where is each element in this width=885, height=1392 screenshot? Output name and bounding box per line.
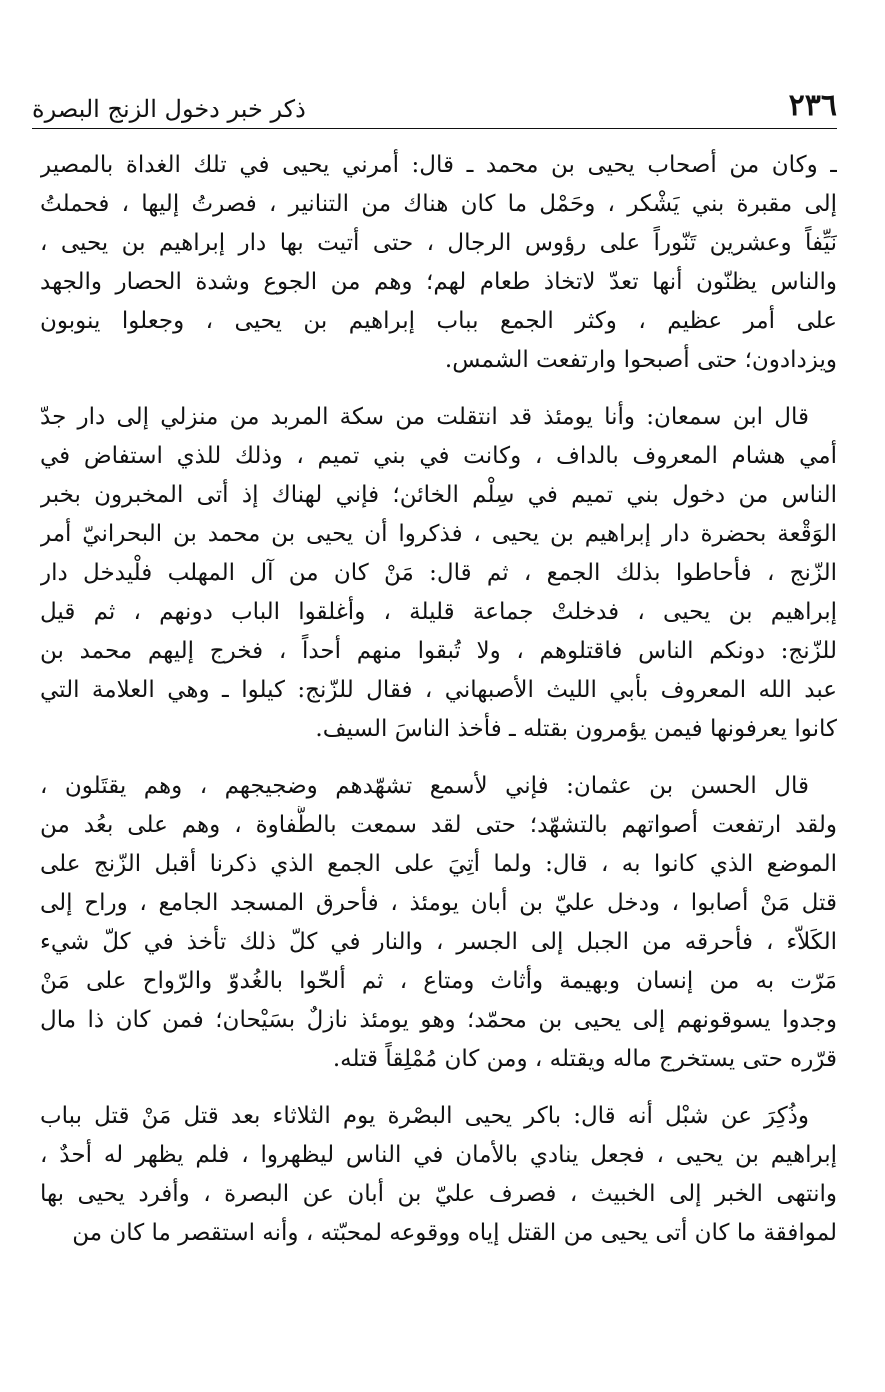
text-line: الناس من دخول بني تميم في سِلْم الخائن؛ فإني لهناك إذ أتى المخبرون بخبر <box>40 482 837 508</box>
text-line: لموافقة ما كان أتى يحيى من القتل إياه ووقوعه لمحبّته ، وأنه استقصر ما كان من <box>72 1220 837 1246</box>
text-line: الزّنج ، فأحاطوا بذلك الجمع ، ثم قال: مَنْ كان من آل المهلب فلْيدخل دار <box>40 560 837 586</box>
page-header <box>32 88 837 129</box>
running-title: ذكر خبر دخول الزنج البصرة <box>32 95 306 123</box>
text-line: عبد الله المعروف بأبي الليث الأصبهاني ، فقال للزّنج: كيلوا ـ وهي العلامة التي <box>40 677 837 703</box>
paragraph <box>40 146 837 380</box>
text-line: ـ وكان من أصحاب يحيى بن محمد ـ قال: أمرني يحيى في تلك الغداة بالمصير <box>40 152 837 178</box>
text-line: وانتهى الخبر إلى الخبيث ، فصرف عليّ بن أبان عن البصرة ، وأفرد يحيى بها <box>40 1181 837 1207</box>
text-line: إبراهيم بن يحيى ، فدخلتْ جماعة قليلة ، وأغلقوا الباب دونهم ، ثم قيل <box>40 599 837 625</box>
text-line: قال الحسن بن عثمان: فإني لأسمع تشهّدهم وضجيجهم ، وهم يقتَلون ، <box>40 773 809 799</box>
text-line: الوَقْعة بحضرة دار إبراهيم بن يحيى ، فذكروا أن يحيى بن محمد بن البحرانيّ أمر <box>40 521 837 547</box>
text-line: إبراهيم بن يحيى ، فجعل ينادي بالأمان في الناس ليظهروا ، فلم يظهر له أحدٌ ، <box>40 1142 837 1168</box>
text-line: أمي هشام المعروف بالداف ، وكانت في بني تميم ، وذلك للذي استفاض في <box>40 443 837 469</box>
paragraph <box>40 398 837 749</box>
page-number: ٢٣٦ <box>788 88 837 123</box>
text-line: قتل مَنْ أصابوا ، ودخل عليّ بن أبان يومئذ ، فأحرق المسجد الجامع ، وراح إلى <box>40 890 837 916</box>
paragraph <box>40 767 837 1079</box>
text-line: والناس يظنّون أنها تعدّ لاتخاذ طعام لهم؛ وهم من الجوع وشدة الحصار والجهد <box>40 269 837 295</box>
text-line: وجدوا يسوقونهم إلى يحيى بن محمّد؛ وهو يومئذ نازلٌ بسَيْحان؛ فمن كان ذا مال <box>40 1007 837 1033</box>
text-line: نَيِّفاً وعشرين تَنّوراً على رؤوس الرجال ، حتى أتيت بها دار إبراهيم بن يحيى ، <box>40 230 837 256</box>
text-line: قرّره حتى يستخرج ماله ويقتله ، ومن كان مُمْلِقاً قتله. <box>332 1046 837 1072</box>
text-line: إلى مقبرة بني يَشْكر ، وحَمْل ما كان هناك من التنانير ، فصرتُ إليها ، فحملتُ <box>40 191 837 217</box>
text-line: ويزدادون؛ حتى أصبحوا وارتفعت الشمس. <box>444 347 837 373</box>
text-line: على أمر عظيم ، وكثر الجمع بباب إبراهيم بن يحيى ، وجعلوا ينوبون <box>40 308 837 334</box>
text-line: الكَلاّء ، فأحرقه من الجبل إلى الجسر ، والنار في كلّ ذلك تأخذ في كلّ شيء <box>40 929 837 955</box>
text-line: مَرّت به من إنسان وبهيمة وأثاث ومتاع ، ثم ألحّوا بالغُدوّ والرّواح على مَنْ <box>40 968 837 994</box>
text-line: ولقد ارتفعت أصواتهم بالتشهّد؛ حتى لقد سمعت بالطُّفاوة ، وهم على بعُد من <box>40 812 837 838</box>
text-line: كانوا يعرفونها فيمن يؤمرون بقتله ـ فأخذ الناسَ السيف. <box>315 716 837 742</box>
text-line: للزّنج: دونكم الناس فاقتلوهم ، ولا تُبقوا منهم أحداً ، فخرج إليهم محمد بن <box>40 638 837 664</box>
body-text <box>40 146 837 1271</box>
paragraph <box>40 1097 837 1253</box>
text-line: الموضع الذي كانوا به ، قال: ولما أتِيَ على الجمع الذي ذكرنا أقبل الزّنج على <box>40 851 837 877</box>
text-line: قال ابن سمعان: وأنا يومئذ قد انتقلت من سكة المربد من منزلي إلى دار جدّ <box>40 404 809 430</box>
text-line: وذُكِرَ عن شبْل أنه قال: باكر يحيى البصْرة يوم الثلاثاء بعد قتل مَنْ قتل بباب <box>40 1103 809 1129</box>
